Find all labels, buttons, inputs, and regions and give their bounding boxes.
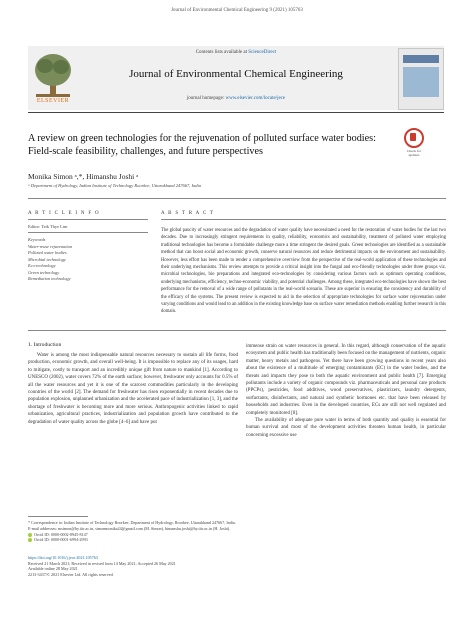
keyword-item: Eco-technology — [28, 263, 56, 269]
paragraph: The availability of adequate pure water in terms of both quantity and quality is essential for human survival and most of the development activities threaten human health, in particular concerning excessive use — [246, 418, 446, 438]
keyword-item: Microbial technology — [28, 256, 66, 262]
doi-link[interactable]: https://doi.org/10.1016/j.jece.2021.105763 — [28, 555, 98, 560]
keyword-item: Polluted water bodies — [28, 250, 67, 256]
introduction-column-left: Water is among the most indispensable natural resources necessary to sustain all life forms, food production, economic growth, and overall well-being. It is impossible to replace any of its usages, hard to mitigate, costly to transport and an incredibly unique gift from nature to mankind [1]. According to UNESCO (2002), water covers 72% of the earth surface; however, freshwater only accounts for 0.5% of all the water resources and yet it is one of the scarcest commodities particularly in the developing countries of the world [2]. The demand for freshwater has risen exponentially in recent decades due to population explosion, unplanned urbanization and the accelerated pace of industrialization [1, 3], and the shortage of freshwater is becoming more and more serious. Anthropogenic activities linked to rapid urbanization, agricultural practices, industrialization and population growth have contributed to the degradation of water quality across the globe [4–6] and have put — [28, 353, 238, 425]
keyword-item: Water-reuse rejuvenation — [28, 244, 73, 249]
article-authors: Monika Simon ᵃ,*, Himanshu Joshi ᵃ — [28, 172, 139, 181]
introduction-column-right — [246, 343, 446, 439]
footnotes — [28, 520, 446, 543]
copyright-line: 2213-3437/© 2021 Elsevier Ltd. All rights reserved. — [28, 571, 114, 577]
journal-reference: Journal of Environmental Chemical Engineering 9 (2021) 105763 — [171, 8, 303, 13]
editor-rule — [28, 232, 148, 233]
orcid-id[interactable]: Orcid ID: 0000-0001-6994-2993 — [34, 537, 88, 543]
header-rule — [28, 112, 444, 113]
sciencedirect-link[interactable]: ScienceDirect — [248, 50, 277, 55]
section-rule — [28, 198, 446, 199]
cover-image — [403, 67, 439, 97]
keywords-list — [28, 244, 72, 282]
footnote-rule — [28, 516, 88, 517]
orcid-icon — [28, 533, 32, 537]
correspondence-note: * Correspondence to: Indian Institute of Technology Roorkee, Department of Hydrology, Roorkee, Uttarakhand 247667, India. — [28, 520, 236, 525]
cover-title-bar — [403, 55, 439, 63]
contents-text: Contents lists available at — [195, 50, 249, 55]
journal-header — [28, 46, 444, 118]
online-date: Available online 28 May 2021 — [28, 566, 78, 572]
article-editor: Editor: Teik Thye Lim — [28, 224, 68, 229]
paragraph: immense strain on water resources in general. In this regard, although conservation of the aquatic ecosystem and public health has traditionally been focused on the management of nutrients, organic matter, heavy metals and pathogens. Yet there have been growing questions in recent years also about the existence of a multitude of emerging contaminants (EC) in the water bodies, and the threats and impacts they pose to both the aquatic environment and public health [7]. Emerging pollutants include a variety of organic compounds viz. pharmaceuticals and personal care products (PPCPs), pesticides, food additives, wood preservatives, plasticizers, laundry detergents, surfactants, disinfectants, and natural and synthetic hormones etc. that have been released by households and industries. Even in the developed countries, ECs are still not well regulated and completely monitored [8]. — [246, 344, 446, 416]
elsevier-wordmark: ELSEVIER — [36, 98, 70, 104]
homepage-link[interactable]: www.elsevier.com/locate/jece — [225, 96, 286, 101]
orcid-id[interactable]: Orcid ID: 0000-0002-8945-8147 — [34, 531, 88, 537]
orcid-line — [28, 537, 446, 543]
introduction-heading: 1. Introduction — [28, 342, 62, 348]
body-rule — [28, 330, 446, 331]
journal-cover-thumbnail — [398, 48, 444, 110]
abstract-text: The global paucity of water resources and the degradation of water quality have necessitated a need for the restoration of water bodies for the last two decades. Due to increasingly stringent requirements in quality, reliability, economics and sustainability, treatment of polluted water employing traditional technologies has become a formidable challenge more a time stringent the desired goals. Green technologies are identified as a sustainable method that can boost social and economic growth, conserve natural resources and reduce detrimental impacts on the environment and sustainability. However, less effort has been made to render a comprehensive overview from the perspective of the real-world application of these technologies and their underlying mechanisms. This review attempts to provide a critical insight into the fungal and eco-friendly technologies under three groups viz. microbial technologies, bio preparations and integrated eco-technologies by considering various factors such as optimum operating conditions, underlying mechanisms, efficiency, techno-economic viability, and potential challenges. Among these, integrated eco-technologies have shown the best performance for the removal of a wide range of pollutants in the real-world scenario. These are superior in ensuring the consistency and durability of the efficacy of the systems. The present review is expected to aid in the selection of appropriate technologies for surface water rejuvenation under varying conditions and would lead to an addition in the existing knowledge base on surface water remediation methods enabling further research in this domain. — [161, 228, 446, 315]
check-updates-icon — [404, 128, 424, 148]
keyword-item: Green technology — [28, 269, 60, 275]
keywords-heading: Keywords — [28, 237, 46, 242]
author-affiliation: ᵃ Department of Hydrology, Indian Institute of Technology Roorkee, Uttarakhand 247667, India — [28, 183, 201, 188]
abstract-heading: A B S T R A C T — [161, 211, 215, 216]
keyword-item: Remediation technology — [28, 276, 71, 282]
received-dates: Received 21 March 2021; Received in revised form 14 May 2021; Accepted 26 May 2021 — [28, 560, 176, 566]
check-for-updates-button[interactable] — [402, 128, 426, 157]
abstract-rule — [161, 219, 446, 220]
article-info-rule — [28, 219, 148, 220]
contents-line — [78, 50, 394, 55]
orcid-icon — [28, 538, 32, 542]
homepage-label: journal homepage: — [186, 96, 226, 101]
journal-title: Journal of Environmental Chemical Engineering — [129, 68, 343, 80]
email-note: E-mail addresses: msimon@hy.iitr.ac.in, simonmonika24@gmail.com (M. Simon), himanshu.joshi@hy.iitr.ac.in (H. Joshi). — [28, 525, 231, 531]
check-updates-label: Check for updates — [407, 149, 421, 157]
homepage-line — [78, 96, 394, 101]
publication-info — [28, 555, 446, 577]
article-info-heading: A R T I C L E I N F O — [28, 211, 100, 216]
article-title: A review on green technologies for the rejuvenation of polluted surface water bodies: Field-scale feasibility, challenges, and future perspectives — [28, 133, 376, 157]
